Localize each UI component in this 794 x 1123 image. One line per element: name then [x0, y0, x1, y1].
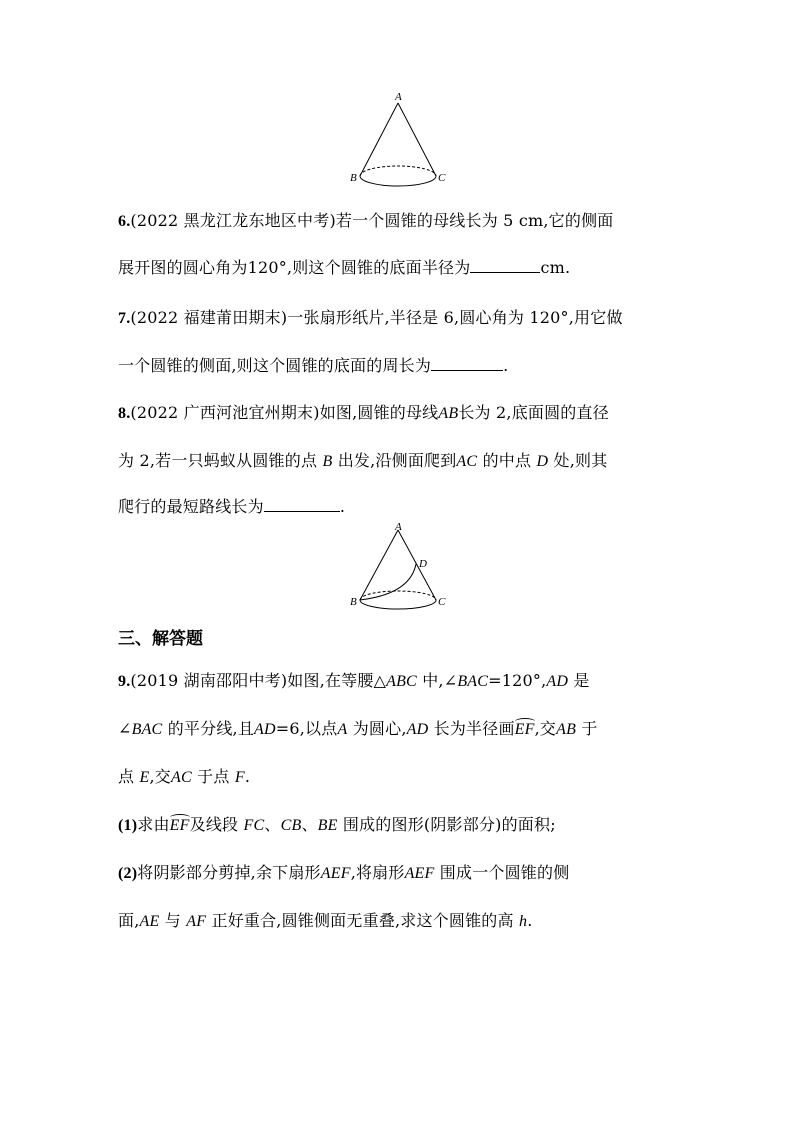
q9-line-2 — [118, 716, 598, 739]
cone-figure-1 — [340, 90, 460, 195]
q9-var: ABC — [386, 673, 417, 690]
q9-var: AEF — [404, 865, 435, 882]
q8-text: 处,则其 — [553, 451, 608, 470]
q9-text: 求由 — [137, 815, 170, 834]
q9-text: . — [244, 767, 251, 786]
q9-text: 中,∠ — [422, 671, 458, 690]
q9-var: h — [518, 913, 528, 930]
q8-text: 为 2,若一只蚂蚁从圆锥的点 — [118, 451, 318, 470]
label-D: D — [419, 558, 427, 570]
question-number: 9. — [118, 673, 131, 690]
q8-line-3 — [118, 494, 345, 517]
question-number: 8. — [118, 405, 131, 422]
q9-text: 为圆心, — [352, 719, 407, 738]
q6-text: (2022 黑龙江龙东地区中考)若一个圆锥的母线长为 5 cm,它的侧面 — [130, 211, 614, 230]
q8-var: AC — [456, 453, 478, 470]
q9-text: =6,以点 — [275, 719, 338, 738]
q8-text: (2022 广西河池宜州期末)如图,圆锥的母线 — [130, 403, 439, 422]
cone-base-back — [360, 166, 436, 176]
q9-var: AD — [546, 673, 569, 690]
q9-var: AD — [406, 721, 429, 738]
q8-var: B — [322, 453, 333, 470]
q9-text: 点 — [118, 767, 135, 786]
q7-text: 一个圆锥的侧面,则这个圆锥的底面的周长为 — [118, 356, 432, 375]
q7-line-1 — [118, 305, 623, 328]
answer-blank[interactable] — [431, 356, 503, 371]
cone-slant-right — [398, 530, 436, 600]
q9-text: 是 — [573, 671, 590, 690]
q9-var: A — [337, 721, 348, 738]
q9-var: AC — [170, 769, 192, 786]
label-A: A — [395, 522, 402, 533]
q9-text: 正好重合,圆锥侧面无重叠,求这个圆锥的高 — [211, 911, 514, 930]
q9-var: F — [234, 769, 245, 786]
q9-var: FC — [243, 817, 265, 834]
q8-text: 长为 2,底面圆的直径 — [458, 403, 609, 422]
q8-line-1 — [118, 400, 609, 423]
q9-var: CB — [280, 817, 302, 834]
q9-text: 与 — [164, 911, 181, 930]
q9-part-2 — [118, 860, 569, 883]
q9-text: 面, — [118, 911, 140, 930]
q9-text: 于 — [581, 719, 598, 738]
q6-text: 展开图的圆心角为120°,则这个圆锥的底面半径为 — [118, 258, 471, 277]
q8-line-2 — [118, 448, 607, 471]
q9-line-3 — [118, 764, 250, 787]
q9-text: 围成的图形(阴影部分)的面积; — [342, 815, 556, 834]
q9-text: 、 — [301, 815, 318, 834]
q8-text: 出发,沿侧面爬到 — [337, 451, 457, 470]
q9-var: E — [139, 769, 150, 786]
q9-var: BAC — [131, 721, 163, 738]
answer-blank[interactable] — [264, 497, 340, 512]
label-C: C — [438, 172, 446, 184]
q7-end: . — [503, 356, 509, 375]
q9-text: 围成一个圆锥的侧 — [439, 863, 570, 882]
answer-blank[interactable] — [470, 258, 540, 273]
q9-var: BE — [317, 817, 338, 834]
q8-end: . — [339, 497, 346, 516]
question-number: 6. — [118, 213, 131, 230]
q9-var: BAC — [457, 673, 489, 690]
cone-slant-left — [360, 103, 398, 176]
section-heading: 三、解答题 — [118, 629, 203, 649]
q9-part-1 — [118, 812, 556, 835]
q7-text: (2022 福建莆田期末)一张扇形纸片,半径是 6,圆心角为 120°,用它做 — [130, 308, 623, 327]
q9-text: ,交 — [149, 767, 171, 786]
label-B: B — [350, 596, 357, 608]
q9-text: 长为半径画 — [433, 719, 515, 738]
q9-text: (2019 湖南邵阳中考)如图,在等腰△ — [130, 671, 387, 690]
q9-part-2-cont — [118, 908, 532, 931]
cone-figure-2 — [340, 522, 460, 617]
q9-var: AE — [139, 913, 160, 930]
part-number: (1) — [118, 817, 138, 834]
q9-var: AEF — [320, 865, 351, 882]
part-number: (2) — [118, 865, 138, 882]
q8-text: 爬行的最短路线长为 — [118, 497, 264, 516]
q9-text: =120°, — [488, 671, 547, 690]
q9-text: ,将扇形 — [350, 863, 405, 882]
q9-text: ,交 — [534, 719, 557, 738]
q9-var: AD — [254, 721, 276, 738]
q9-var: AB — [556, 721, 577, 738]
q8-var: AB — [438, 405, 459, 422]
q6-line-2 — [118, 255, 570, 278]
q7-line-2 — [118, 353, 508, 376]
q9-text: 及线段 — [189, 815, 239, 834]
label-B: B — [350, 172, 357, 184]
q6-line-1 — [118, 208, 613, 231]
label-A: A — [395, 91, 402, 103]
cone-slant-right — [398, 103, 436, 176]
q6-unit: cm. — [540, 258, 571, 277]
q9-text: . — [527, 911, 533, 930]
q9-var: AF — [186, 913, 207, 930]
q8-text: 的中点 — [482, 451, 532, 470]
label-C: C — [438, 596, 446, 608]
q9-text: 、 — [264, 815, 281, 834]
q9-text: 的平分线,且 — [167, 719, 255, 738]
arc-EF: EF — [514, 721, 535, 738]
q9-text: 将阴影部分剪掉,余下扇形 — [137, 863, 321, 882]
cone-slant-left — [360, 530, 398, 600]
q9-text: ∠ — [118, 719, 132, 738]
question-number: 7. — [118, 310, 131, 327]
q9-text: 于点 — [197, 767, 230, 786]
cone-base-front — [360, 176, 436, 186]
q8-var: D — [536, 453, 549, 470]
q9-line-1 — [118, 668, 590, 691]
cone-base-front — [360, 600, 436, 609]
arc-EF: EF — [169, 817, 190, 834]
